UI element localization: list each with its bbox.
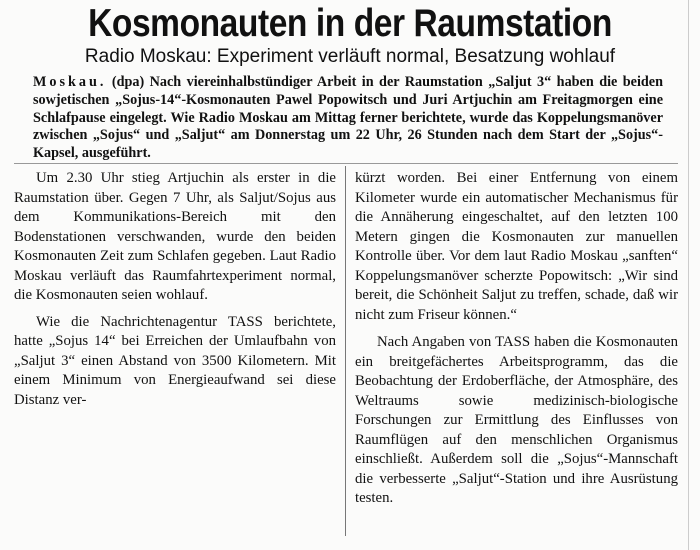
article-subheadline: Radio Moskau: Experiment verläuft normal, Besatzung wohlauf bbox=[84, 46, 616, 67]
column-right-paragraph-2: Nach Angaben von TASS haben die Kosmonauten ein breitgefächertes Arbeitsprogramm, das die Beobachtung der Erdoberfläche, der Atmosphäre, des Weltraums sowie medizinisch-biologische Forschungen zur Ermittlung des Einflusses von Raumflügen auf den menschlichen Organismus einschließt. Außerdem soll die „Sojus“-Mannschaft die verbesserte „Saljut“-Station und ihre Ausrüstung testen. bbox=[355, 334, 678, 506]
column-divider bbox=[345, 166, 346, 536]
column-left bbox=[14, 169, 336, 410]
lead-text: (dpa) Nach viereinhalbstündiger Arbeit in der Raumstation „Saljut 3“ haben die beiden sowjetischen „Sojus-14“-Kosmonauten Pawel Popowitsch und Juri Artjuchin am Freitagmorgen eine Schlafpause eingelegt. Wie Radio Moskau am Mittag ferner berichtete, wurde das Koppelungsmanöver zwischen „Sojus“ und „Saljut“ am Donnerstag um 22 Uhr, 26 Stunden nach dem Start der „Sojus“-Kapsel, ausgeführt. bbox=[33, 74, 663, 162]
lead-paragraph bbox=[33, 74, 663, 163]
article-lead bbox=[33, 74, 663, 163]
column-left-paragraph-2: Wie die Nachrichtenagentur TASS berichtete, hatte „Sojus 14“ bei Erreichen der Umlaufbahn von „Saljut 3“ einen Abstand von 3500 Kilometern. Mit einem Minimum von Energieaufwand sei diese Distanz ver- bbox=[14, 313, 336, 408]
article-headline: Kosmonauten in der Raumstation bbox=[88, 2, 612, 45]
column-right bbox=[355, 169, 678, 509]
lead-dateline: Moskau. bbox=[33, 74, 107, 90]
clipping-edge bbox=[688, 0, 689, 550]
column-left-paragraph-1: Um 2.30 Uhr stieg Artjuchin als erster in die Raumstation über. Gegen 7 Uhr, als Saljut/Sojus aus dem Kommunikations-Bereich mit den Bodenstationen verschwanden, wurde den beiden Kosmonauten Zeit zum Schlafen gegeben. Laut Radio Moskau verläuft das Raumfahrtexperiment normal, die Kosmonauten seien wohlauf. bbox=[14, 170, 336, 303]
column-right-paragraph-1: kürzt worden. Bei einer Entfernung von einem Kilometer wurde ein automatischer Mechanismus für die Annäherung eingeschaltet, auf den letzten 100 Metern gingen die Kosmonauten zur manuellen Kontrolle über. Vor dem laut Radio Moskau „sanften“ Koppelungsmanöver scherzte Popowitsch: „Wir sind bereit, die Schönheit Saljut zu treffen, schade, daß wir nicht zum Friseur können.“ bbox=[355, 170, 678, 323]
lead-divider bbox=[14, 163, 678, 164]
